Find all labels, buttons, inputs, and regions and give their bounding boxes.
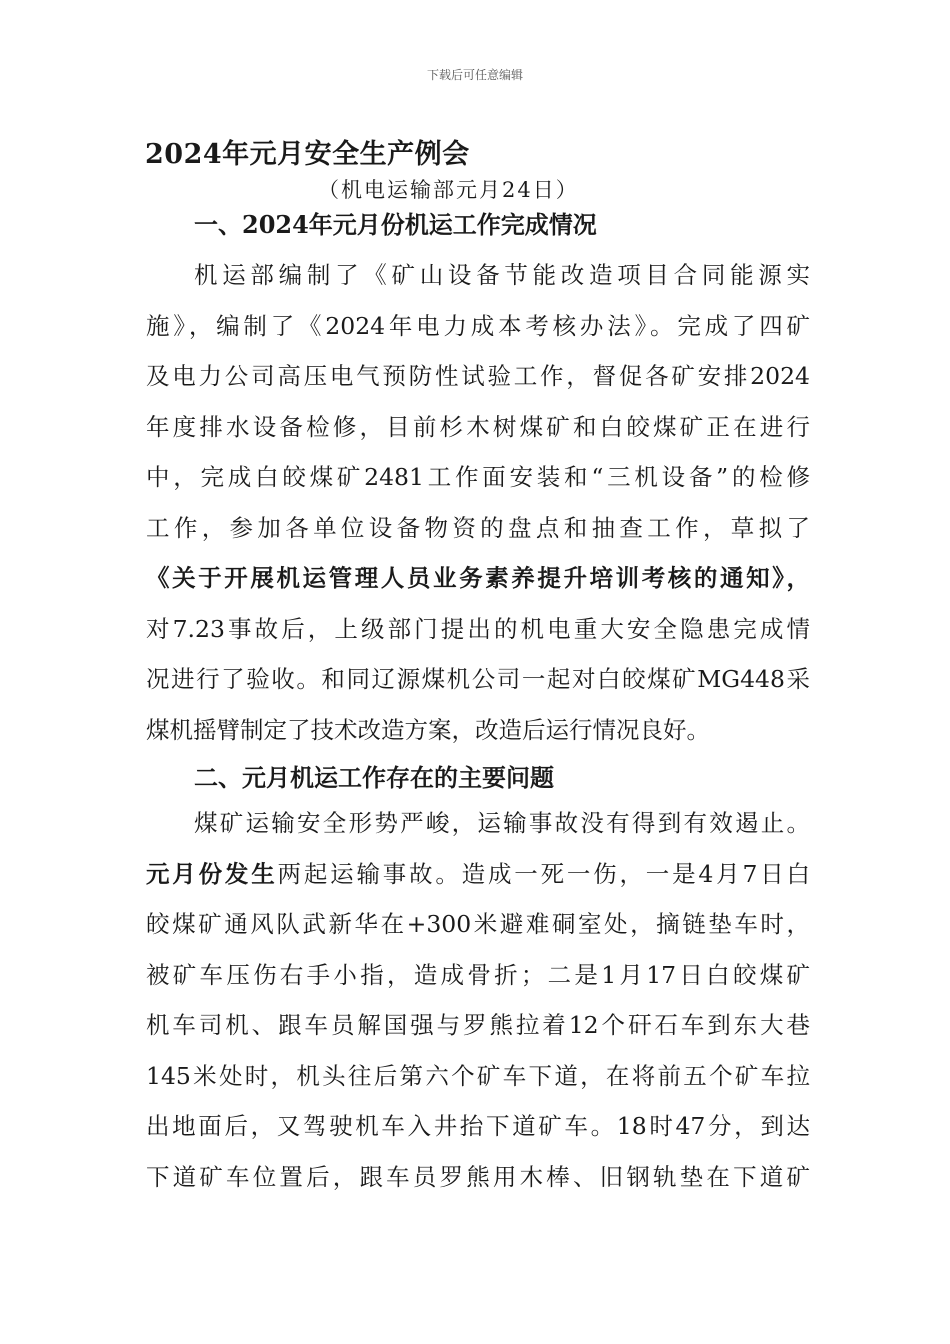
emphasis-text: 元月份发生 xyxy=(146,859,278,888)
paragraph-line: 煤矿运输安全形势严峻，运输事故没有得到有效遏止。 xyxy=(194,809,810,837)
paragraph-line: 皎煤矿通风队武新华在+300米避难硐室处，摘链垫车时， xyxy=(146,910,810,938)
paragraph-line: 145米处时，机头往后第六个矿车下道，在将前五个矿车拉 xyxy=(146,1061,810,1090)
section-2-paragraph xyxy=(146,798,810,1202)
paragraph-line: 机车司机、跟车员解国强与罗熊拉着12个矸石车到东大巷 xyxy=(146,1011,810,1039)
paragraph-line: 年度排水设备检修，目前杉木树煤矿和白皎煤矿正在进行 xyxy=(146,412,810,441)
paragraph-line: 出地面后，又驾驶机车入井抬下道矿车。18时47分，到达 xyxy=(146,1112,810,1140)
paragraph-line-rest: 两起运输事故。造成一死一伤，一是4月7日白 xyxy=(277,859,811,888)
paragraph-line: 被矿车压伤右手小指，造成骨折；二是1月17日白皎煤矿 xyxy=(146,960,810,989)
paragraph-line: 施》，编制了《2024年电力成本考核办法》。完成了四矿 xyxy=(146,311,810,340)
section-1-paragraph xyxy=(146,250,810,755)
section-2-heading: 二、元月机运工作存在的主要问题 xyxy=(194,763,554,792)
paragraph-line: 机运部编制了《矿山设备节能改造项目合同能源实 xyxy=(194,261,810,289)
section-1-heading: 一、2024年元月份机运工作完成情况 xyxy=(194,210,597,239)
paragraph-line: 对7.23事故后，上级部门提出的机电重大安全隐患完成情 xyxy=(146,614,810,643)
document-title: 2024年元月安全生产例会 xyxy=(145,139,470,170)
paragraph-line-notice-title: 《关于开展机运管理人员业务素养提升培训考核的通知》， xyxy=(146,564,810,592)
paragraph-line: 况进行了验收。和同辽源煤机公司一起对白皎煤矿MG448采 xyxy=(146,665,810,693)
paragraph-line: 煤机摇臂制定了技术改造方案，改造后运行情况良好。 xyxy=(146,715,710,744)
header-note: 下载后可任意编辑 xyxy=(426,68,523,82)
paragraph-line xyxy=(146,849,810,900)
paragraph-line: 中，完成白皎煤矿2481工作面安装和“三机设备”的检修 xyxy=(146,463,810,491)
paragraph-line: 工作，参加各单位设备物资的盘点和抽查工作，草拟了 xyxy=(146,513,810,542)
document-subtitle: （机电运输部元月24日） xyxy=(318,178,579,202)
paragraph-line: 下道矿车位置后，跟车员罗熊用木棒、旧钢轨垫在下道矿 xyxy=(146,1162,810,1191)
paragraph-line: 及电力公司高压电气预防性试验工作，督促各矿安排2024 xyxy=(146,362,810,390)
